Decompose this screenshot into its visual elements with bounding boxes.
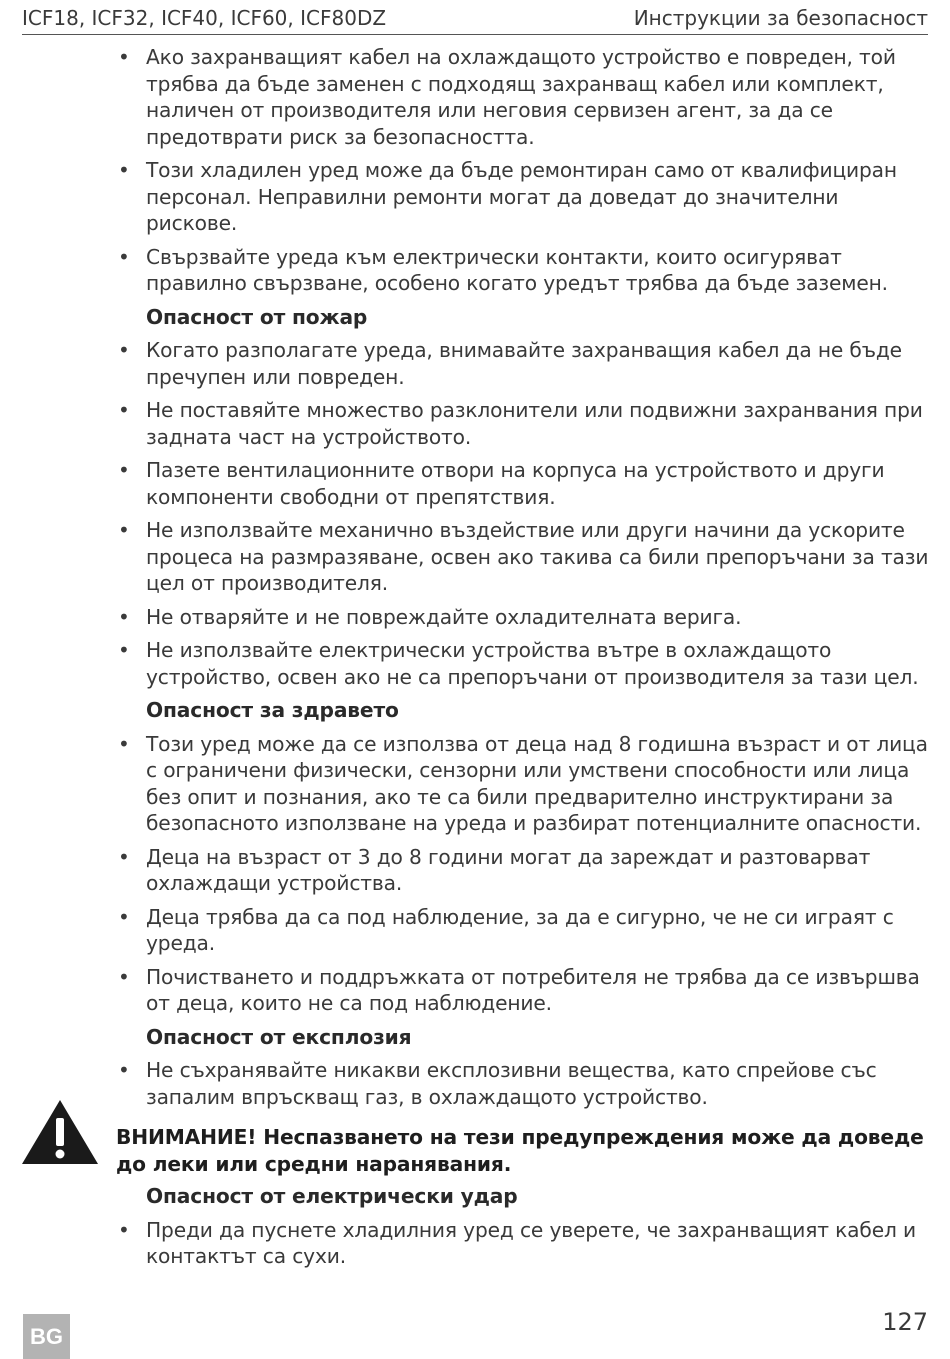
list-item (116, 457, 932, 510)
list-item-text: Свързвайте уреда към електрически контакти, които осигуряват правилно свързване, особено когато уредът трябва да бъде заземен. (146, 244, 888, 295)
bullet: • (118, 604, 130, 629)
warning-text: ВНИМАНИЕ! Неспазването на тези предупреждения може да доведе до леки или средни наранявания. (116, 1125, 924, 1176)
page-number: 127 (882, 1308, 928, 1336)
list-item (116, 397, 932, 450)
list-item-text: Не поставяйте множество разклонители или подвижни захранвания при задната част на устройството. (146, 398, 923, 449)
bullet: • (118, 1058, 130, 1082)
bullet: • (118, 244, 130, 269)
list-item (116, 1217, 932, 1270)
list-item (116, 964, 932, 1017)
list-item-text: Когато разполагате уреда, внимавайте захранващия кабел да не бъде пречупен или повреден. (146, 338, 902, 389)
bullet: • (118, 398, 130, 422)
list-item-text: Деца на възраст от 3 до 8 години могат да зареждат и разтоварват охлаждащи устройства. (146, 844, 871, 895)
list-item-text: Не използвайте електрически устройства вътре в охлаждащото устройство, освен ако не са препоръчани от производителя за тази цел. (146, 638, 919, 689)
list-item (116, 1057, 932, 1110)
section-heading-fire: Опасност от пожар (146, 304, 368, 329)
bullet: • (118, 964, 130, 989)
list-item (116, 517, 932, 597)
list-item-text: Преди да пуснете хладилния уред се уверете, че захранващият кабел и контактът са сухи. (146, 1217, 916, 1268)
list-item-text: Не съхранявайте никакви експлозивни вещества, като спрейове със запалим впръскващ газ, в охлаждащото устройство. (146, 1058, 877, 1109)
bullet: • (118, 158, 130, 182)
page-header (22, 4, 928, 35)
list-item (116, 904, 932, 957)
list-item (116, 731, 932, 837)
list-item (116, 244, 932, 297)
list-item-text: Този хладилен уред може да бъде ремонтиран само от квалифициран персонал. Неправилни ремонти могат да доведат до значителни рискове. (146, 158, 897, 235)
bullet: • (118, 1217, 130, 1242)
list-item (116, 637, 932, 690)
list-item-text: Деца трябва да са под наблюдение, за да е сигурно, че не си играят с уреда. (146, 904, 894, 955)
list-item-text: Почистването и поддръжката от потребителя не трябва да се извършва от деца, които не са под наблюдение. (146, 964, 920, 1015)
section-heading-electric-shock: Опасност от електрически удар (146, 1184, 518, 1208)
bullet: • (118, 338, 130, 362)
list-item (116, 844, 932, 897)
list-item (116, 604, 932, 631)
list-item (116, 337, 932, 390)
warning-triangle-icon (20, 1098, 100, 1168)
header-models: ICF18, ICF32, ICF40, ICF60, ICF80DZ (22, 6, 387, 30)
bullet: • (118, 904, 130, 929)
list-item-text: Не използвайте механично въздействие или други начини да ускорите процеса на размразяване, освен ако такива са били препоръчани за тази цел от производителя. (146, 518, 929, 595)
bullet: • (118, 518, 130, 542)
safety-instructions (116, 44, 932, 1277)
bullet: • (118, 844, 130, 869)
list-item-text: Този уред може да се използва от деца над 8 годишна възраст и от лица с ограничени физически, сензорни или умствени способности или лица без опит и познания, ако те са били предварително инструктирани за безопасното използване на уреда и разбират потенциалните опасности. (146, 731, 928, 835)
list-item (116, 44, 932, 150)
list-item-text: Пазете вентилационните отвори на корпуса на устройството и други компоненти свободни от препятствия. (146, 458, 885, 509)
bullet: • (118, 45, 130, 69)
section-heading-explosion: Опасност от експлозия (146, 1024, 412, 1049)
bullet: • (118, 638, 130, 662)
section-heading-health: Опасност за здравето (146, 698, 399, 722)
list-item-text: Ако захранващият кабел на охлаждащото устройство е повреден, той трябва да бъде заменен с подходящ захранващ кабел или комплект, наличен от производителя или неговия сервизен агент, за да се предотврати риск за безопасността. (146, 45, 896, 149)
list-item-text: Не отваряйте и не повреждайте охладителната верига. (146, 604, 742, 629)
language-badge: BG (23, 1314, 70, 1359)
list-item (116, 157, 932, 237)
bullet: • (118, 458, 130, 482)
bullet: • (118, 731, 130, 756)
header-section-title: Инструкции за безопасност (633, 6, 928, 30)
